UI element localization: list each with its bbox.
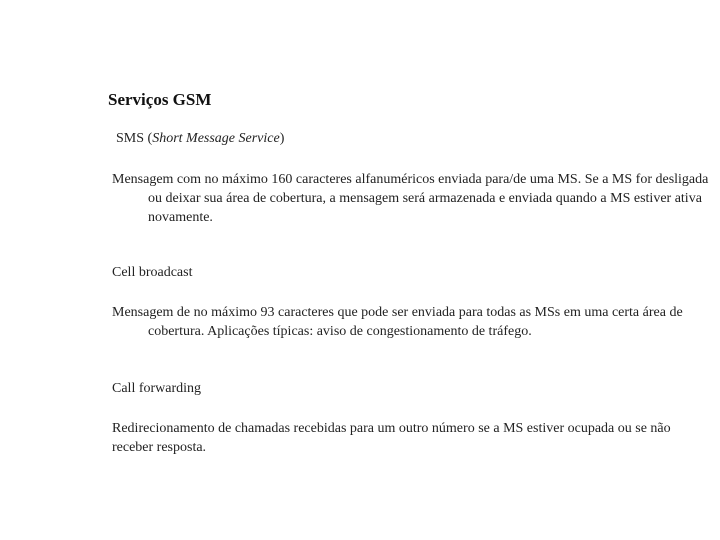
call-forwarding-heading: Call forwarding — [112, 381, 202, 396]
slide-title: Serviços GSM — [108, 90, 212, 109]
sms-heading-suffix: ) — [279, 131, 285, 146]
sms-heading-italic: Short Message Service — [152, 131, 280, 146]
sms-heading — [116, 131, 284, 147]
call-forwarding-description: Redirecionamento de chamadas recebidas para um outro número se a MS estiver ocupada ou se não receber resposta. — [112, 421, 671, 455]
sms-description: Mensagem com no máximo 160 caracteres alfanuméricos enviada para/de uma MS. Se a MS for desligada ou deixar sua área de cobertura, a mensagem será armazenada e enviada quando a MS estiver ativa novamente. — [112, 172, 709, 225]
cell-broadcast-heading: Cell broadcast — [112, 265, 193, 280]
cell-broadcast-description: Mensagem de no máximo 93 caracteres que pode ser enviada para todas as MSs em uma certa área de cobertura. Aplicações típicas: aviso de congestionamento de tráfego. — [112, 305, 683, 339]
sms-heading-prefix: SMS ( — [116, 131, 153, 146]
